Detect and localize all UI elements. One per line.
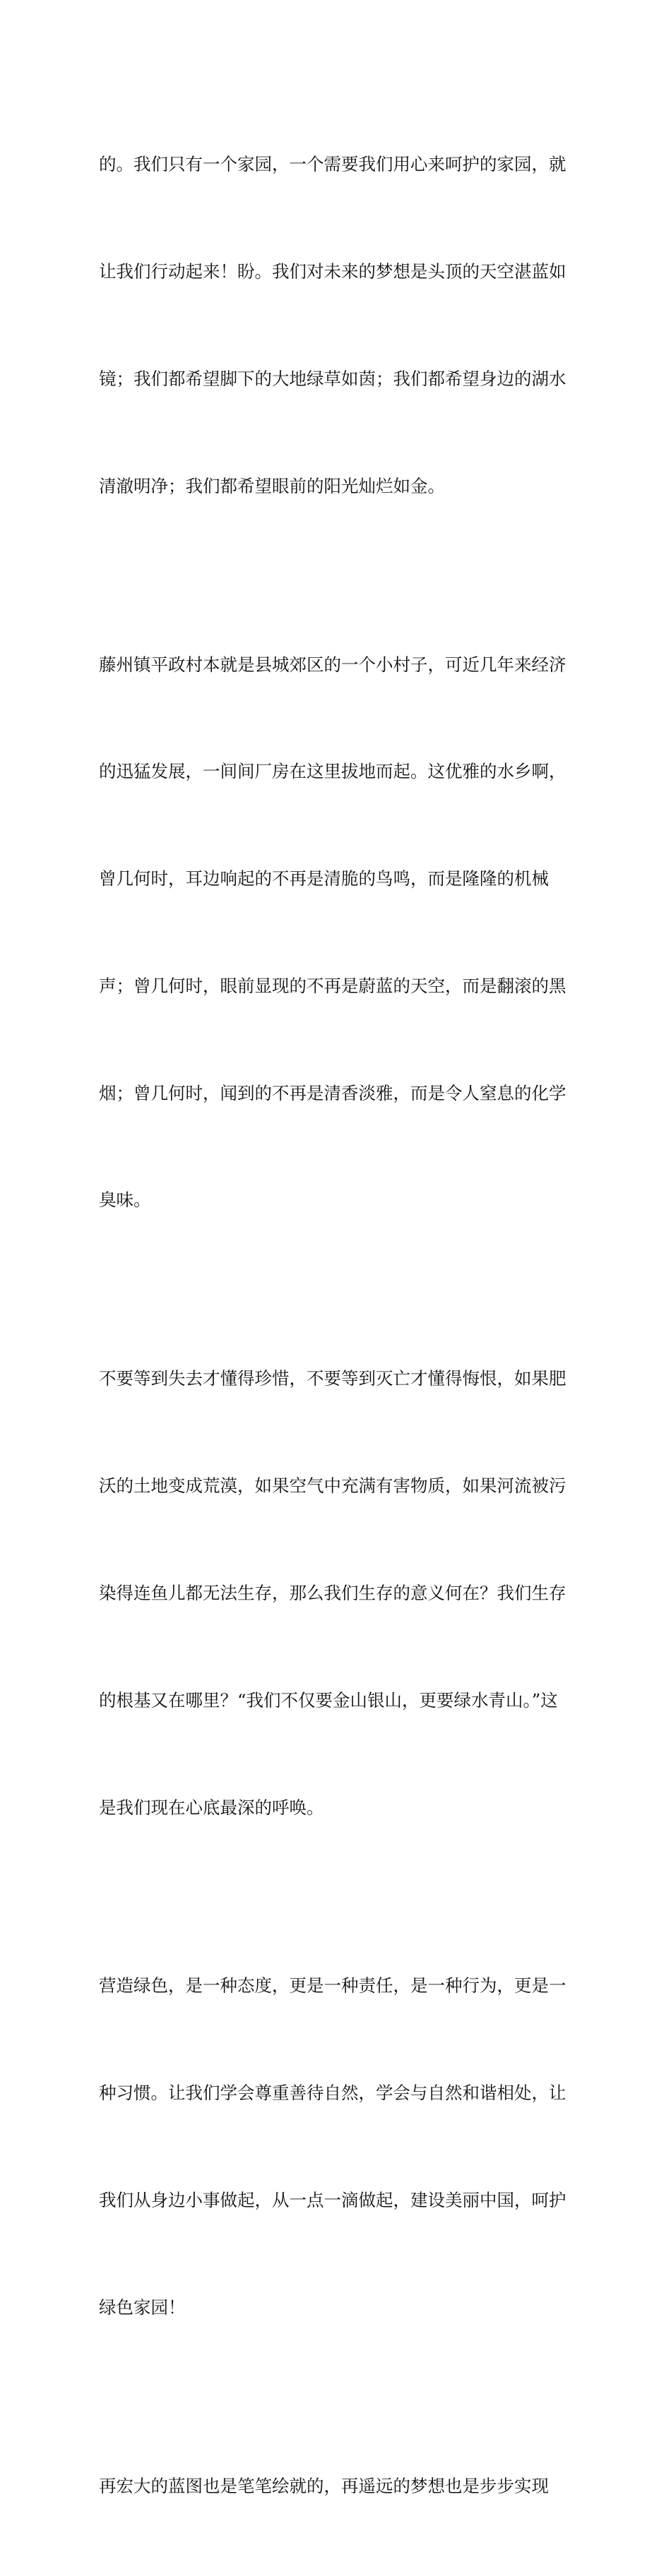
document-body [99, 76, 574, 2576]
paragraph-4 [99, 1897, 574, 2397]
text-line: 曾几何时，耳边响起的不再是清脆的鸟鸣，而是隆隆的机械 [99, 868, 549, 889]
text-line: 是我们现在心底最深的呼唤。 [99, 1797, 324, 1818]
text-line: 藤州镇平政村本就是县城郊区的一个小村子，可近几年来经济 [99, 654, 566, 675]
text-line: 臭味。 [99, 1190, 151, 1211]
text-line: 营造绿色，是一种态度，更是一种责任，是一种行为，更是一 [99, 1975, 566, 1996]
paragraph-5 [99, 2397, 574, 2576]
text-line: 镜；我们都希望脚下的大地绿草如茵；我们都希望身边的湖水 [99, 368, 566, 389]
text-line: 种习惯。让我们学会尊重善待自然，学会与自然和谐相处，让 [99, 2083, 566, 2104]
text-line: 再宏大的蓝图也是笔笔绘就的，再遥远的梦想也是步步实现 [99, 2475, 549, 2496]
text-line: 声；曾几何时，眼前显现的不再是蔚蓝的天空，而是翻滚的黑 [99, 975, 566, 996]
text-line: 清澈明净；我们都希望眼前的阳光灿烂如金。 [99, 475, 445, 496]
text-line: 让我们行动起来！盼。我们对未来的梦想是头顶的天空湛蓝如 [99, 260, 566, 282]
paragraph-1 [99, 76, 574, 575]
text-line: 烟；曾几何时，闻到的不再是清香淡雅，而是令人窒息的化学 [99, 1082, 566, 1103]
paragraph-2 [99, 575, 574, 1290]
paragraph-3 [99, 1290, 574, 1897]
text-line: 的迅猛发展，一间间厂房在这里拔地而起。这优雅的水乡啊， [99, 761, 566, 782]
text-line: 不要等到失去才懂得珍惜，不要等到灭亡才懂得悔恨，如果肥 [99, 1368, 566, 1389]
text-line: 染得连鱼儿都无法生存，那么我们生存的意义何在？我们生存 [99, 1582, 566, 1603]
text-line: 的根基又在哪里？“我们不仅要金山银山，更要绿水青山。”这 [99, 1689, 558, 1711]
text-line: 的。我们只有一个家园，一个需要我们用心来呵护的家园，就 [99, 154, 566, 175]
text-line: 我们从身边小事做起，从一点一滴做起，建设美丽中国，呵护 [99, 2190, 566, 2211]
text-line: 绿色家园！ [99, 2296, 186, 2318]
text-line: 沃的土地变成荒漠，如果空气中充满有害物质，如果河流被污 [99, 1475, 566, 1497]
